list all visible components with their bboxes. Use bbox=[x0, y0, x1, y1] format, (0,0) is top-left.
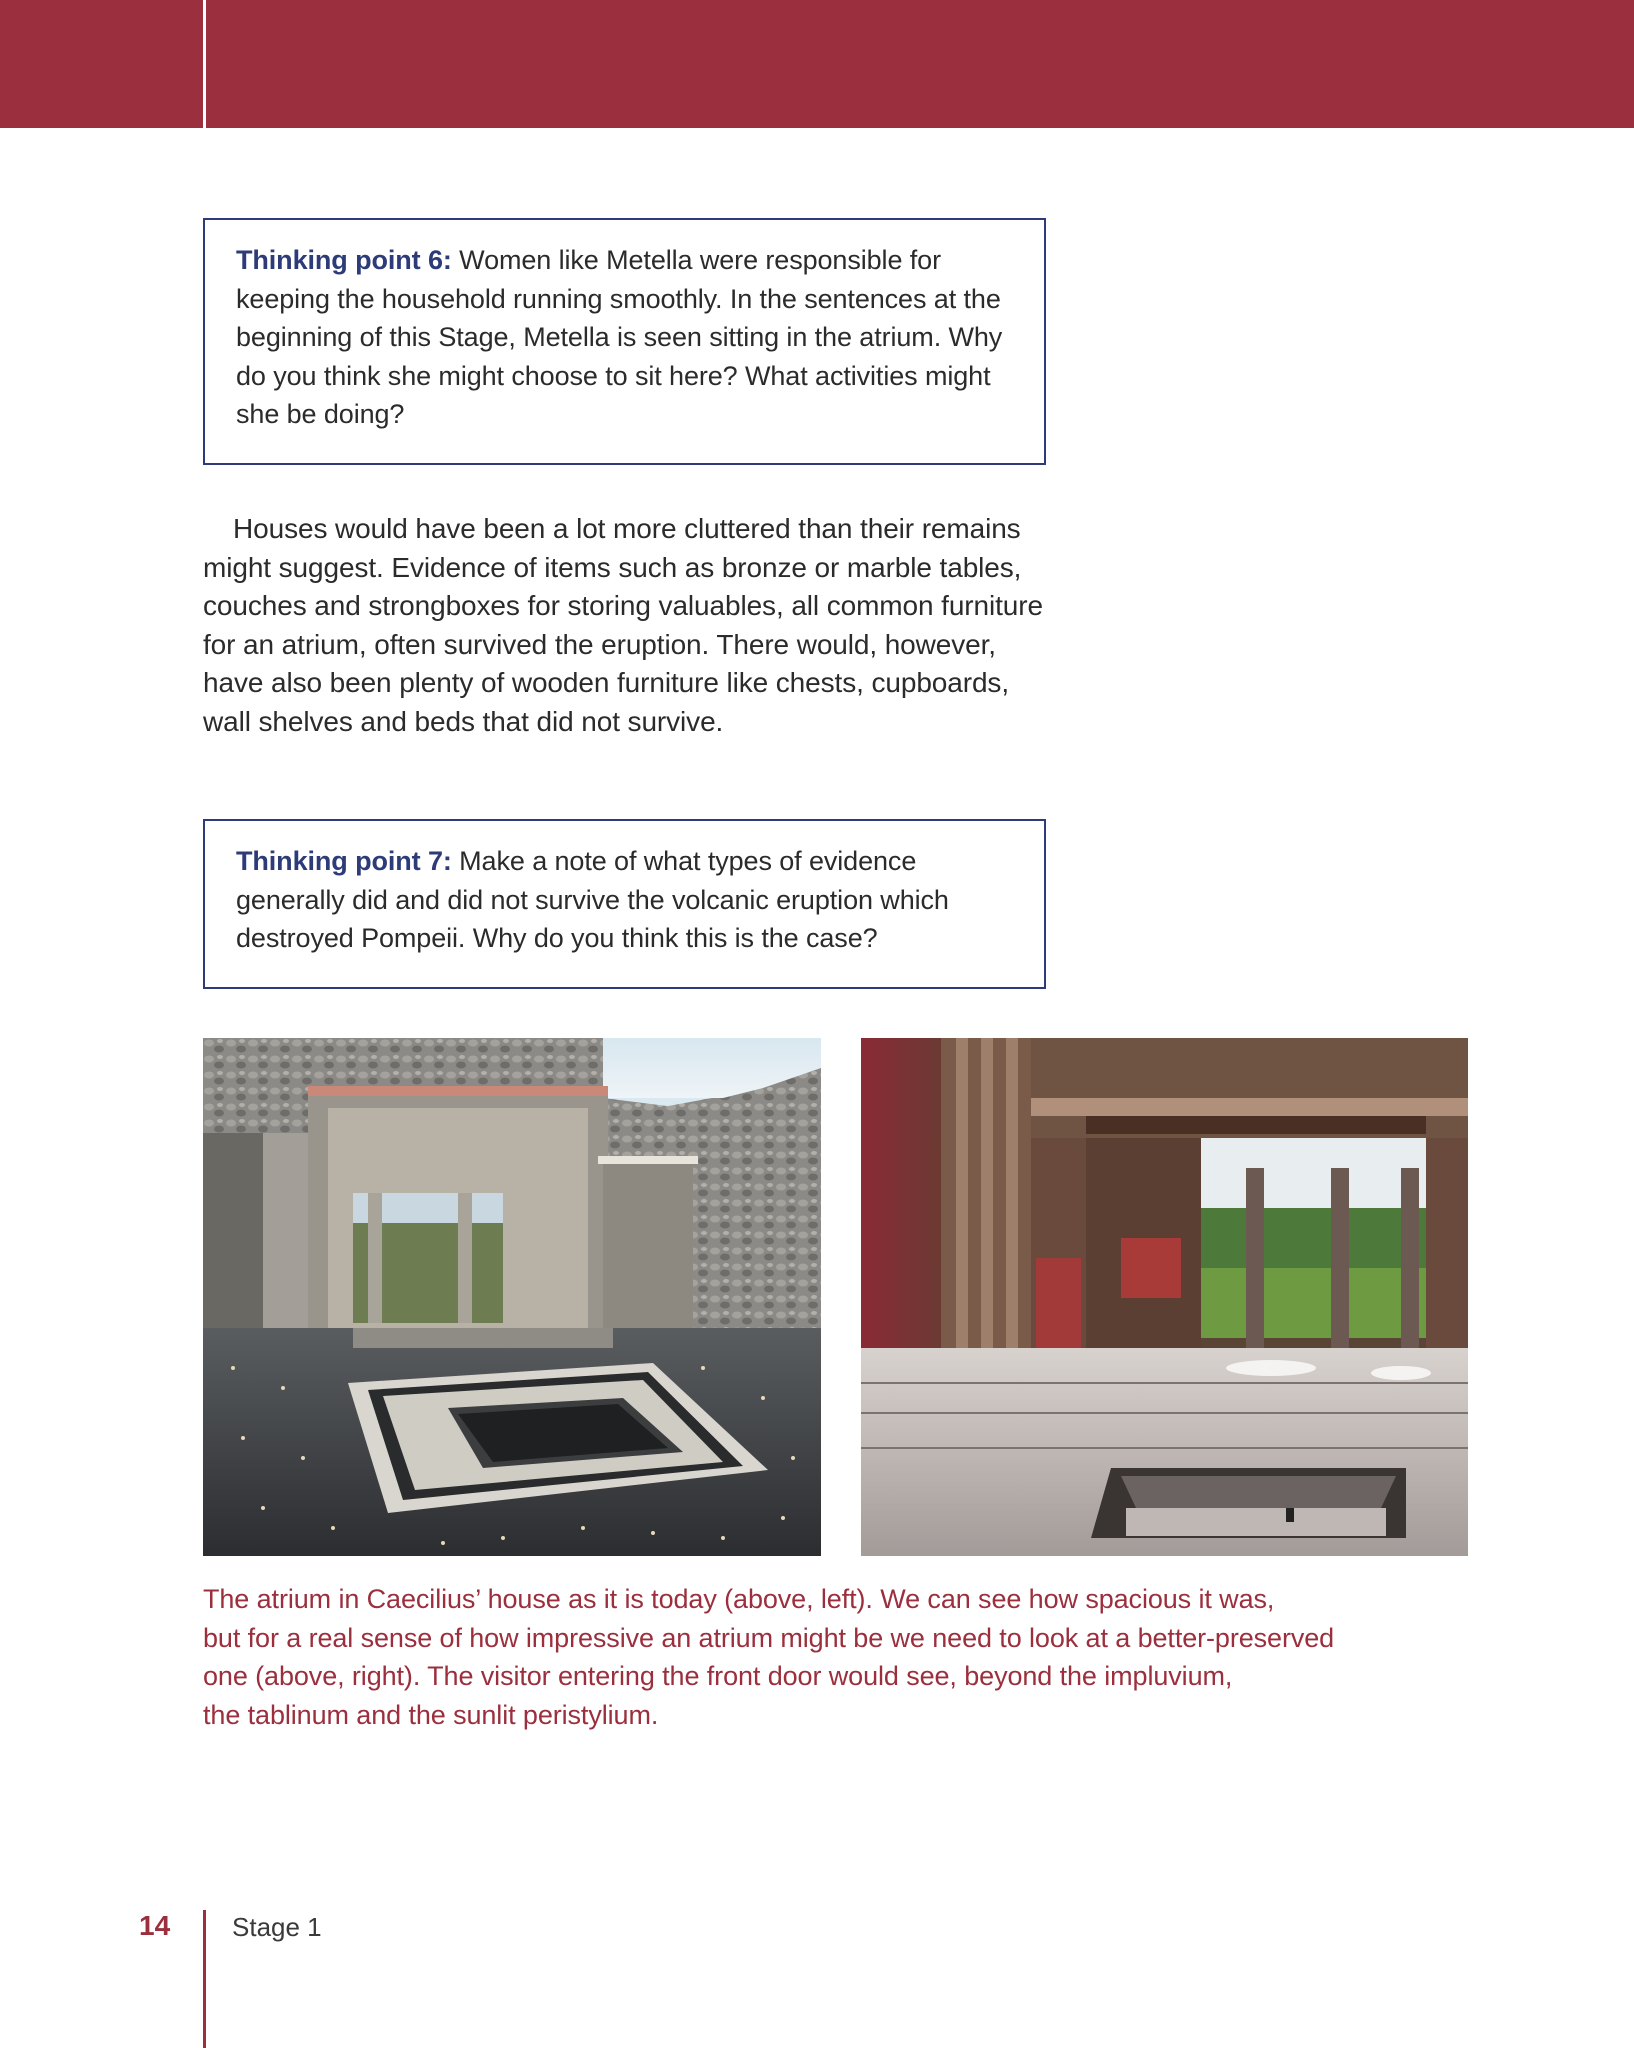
caption-line-4: the tablinum and the sunlit peristylium. bbox=[203, 1699, 659, 1730]
photo-caecilius-atrium bbox=[203, 1038, 821, 1556]
stage-label: Stage 1 bbox=[232, 1912, 322, 1942]
thinking-point-6-box bbox=[203, 218, 1046, 465]
thinking-point-6-label: Thinking point 6: bbox=[236, 245, 452, 275]
caption-line-1: The atrium in Caecilius’ house as it is today (above, left). We can see how spacious it was, bbox=[203, 1584, 1275, 1614]
body-paragraph: Houses would have been a lot more cluttered than their remains might suggest. Evidence of items such as bronze or marble tables, couches and strongboxes for storing valuables, all common furniture for an atrium, often survived the eruption. There would, however, have also been plenty of wooden furniture like chests, cupboards, wall shelves and beds that did not survive. bbox=[203, 513, 1043, 737]
thinking-point-7-label: Thinking point 7: bbox=[236, 846, 452, 876]
thinking-point-7-text bbox=[236, 842, 1016, 958]
photo-preserved-atrium bbox=[861, 1038, 1468, 1556]
caption-line-2: but for a real sense of how impressive an atrium might be we need to look at a better-preserved bbox=[203, 1622, 1335, 1653]
thinking-point-6-body: Women like Metella were responsible for keeping the household running smoothly. In the sentences at the beginning of this Stage, Metella is seen sitting in the atrium. Why do you think she might choose to sit here? What activities might she be doing? bbox=[236, 245, 1003, 429]
photo-caption bbox=[203, 1580, 1403, 1734]
footer-divider bbox=[203, 1910, 206, 2048]
thinking-point-6-text bbox=[236, 241, 1016, 434]
thinking-point-7-body: Make a note of what types of evidence generally did and did not survive the volcanic eruption which destroyed Pompeii. Why do you think this is the case? bbox=[236, 846, 949, 953]
thinking-point-7-box bbox=[203, 819, 1046, 989]
page-number: 14 bbox=[139, 1910, 171, 1941]
caption-line-3: one (above, right). The visitor entering the front door would see, beyond the impluvium, bbox=[203, 1661, 1233, 1691]
header-band bbox=[0, 0, 1634, 128]
header-divider bbox=[203, 0, 206, 128]
